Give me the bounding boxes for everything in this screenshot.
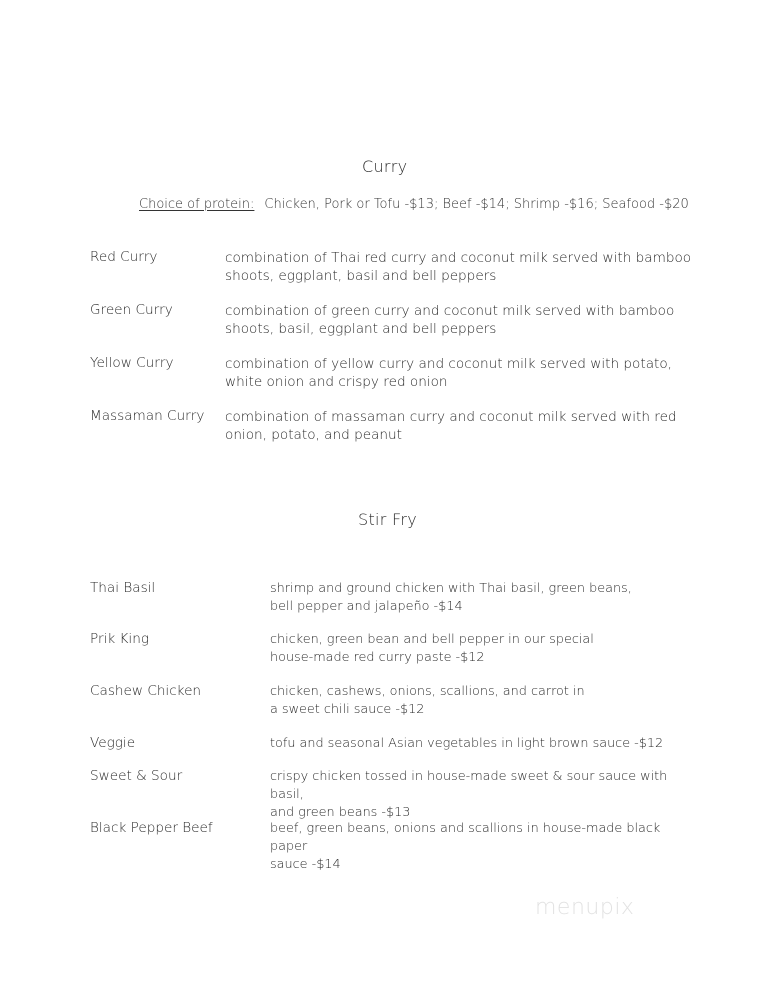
menupix-watermark: menupix xyxy=(535,895,635,920)
item-description: combination of yellow curry and coconut milk served with potato, white onion and crispy red onion xyxy=(225,356,672,390)
item-name: Veggie xyxy=(90,735,136,751)
item-name: Sweet & Sour xyxy=(90,768,183,784)
protein-choice-label: Choice of protein: xyxy=(139,197,255,212)
item-description-line: tofu and seasonal Asian vegetables in light brown sauce -$12 xyxy=(270,736,664,751)
item-name: Green Curry xyxy=(90,302,173,318)
item-description xyxy=(270,580,690,616)
item-name: Cashew Chicken xyxy=(90,683,202,699)
item-description-line: and green beans -$13 xyxy=(270,805,411,820)
item-description-line: house-made red curry paste -$12 xyxy=(270,650,485,665)
item-description xyxy=(270,768,690,822)
item-description xyxy=(270,683,690,719)
item-description: combination of massaman curry and coconut milk served with red onion, potato, and peanut xyxy=(225,409,677,443)
item-description xyxy=(270,735,690,753)
curry-section-title: Curry xyxy=(362,157,408,176)
item-description: combination of Thai red curry and coconut milk served with bamboo shoots, eggplant, basil and bell peppers xyxy=(225,250,692,284)
item-description-line: bell pepper and jalapeño -$14 xyxy=(270,599,463,614)
item-description-line: chicken, green bean and bell pepper in our special xyxy=(270,632,594,647)
item-name: Yellow Curry xyxy=(90,355,174,371)
item-name: Red Curry xyxy=(90,249,158,265)
protein-choice-prices: Chicken, Pork or Tofu -$13; Beef -$14; Shrimp -$16; Seafood -$20 xyxy=(264,197,689,212)
item-description-line: a sweet chili sauce -$12 xyxy=(270,702,425,717)
stir-fry-section-title: Stir Fry xyxy=(358,510,418,529)
item-name: Black Pepper Beef xyxy=(90,820,213,836)
protein-choice-line xyxy=(139,197,689,212)
item-description-line: shrimp and ground chicken with Thai basil, green beans, xyxy=(270,581,632,596)
item-description: combination of green curry and coconut milk served with bamboo shoots, basil, eggplant and bell peppers xyxy=(225,303,675,337)
item-name: Thai Basil xyxy=(90,580,156,596)
item-name: Massaman Curry xyxy=(90,408,205,424)
item-name: Prik King xyxy=(90,631,149,647)
item-description-line: chicken, cashews, onions, scallions, and carrot in xyxy=(270,684,585,699)
item-description-line: sauce -$14 xyxy=(270,857,341,872)
item-description-line: beef, green beans, onions and scallions in house-made black paper xyxy=(270,821,661,854)
item-description xyxy=(270,820,690,874)
item-description xyxy=(270,631,690,667)
item-description-line: crispy chicken tossed in house-made sweet & sour sauce with basil, xyxy=(270,769,668,802)
